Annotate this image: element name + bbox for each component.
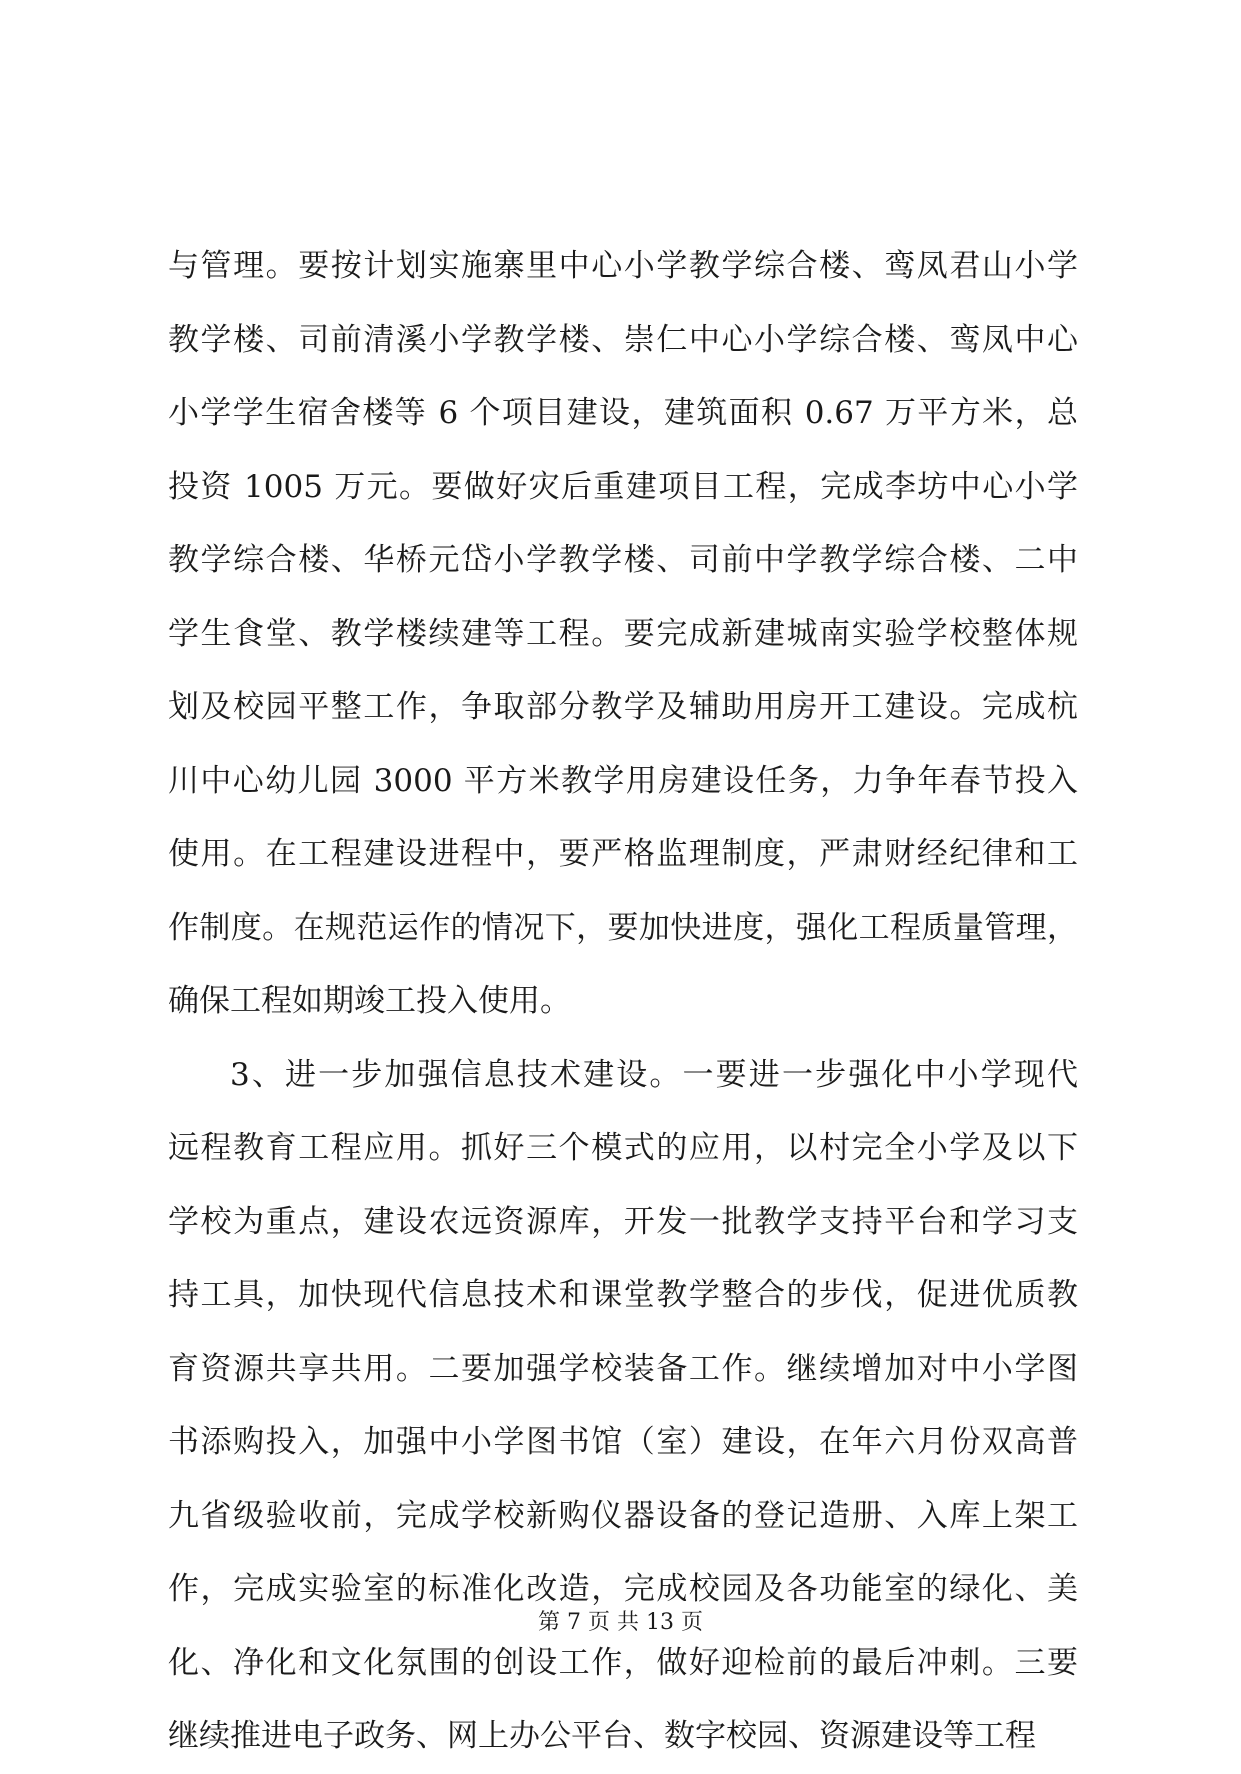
text-line: 化、净化和文化氛围的创设工作，做好迎检前的最后冲刺。三要 <box>168 1644 1078 1681</box>
text-line: 书添购投入，加强中小学图书馆（室）建设，在年六月份双高普 <box>168 1424 1078 1460</box>
text-line: 学生食堂、教学楼续建等工程。要完成新建城南实验学校整体规 <box>168 615 1078 652</box>
text-line: 学校为重点，建设农远资源库，开发一批教学支持平台和学习支 <box>168 1203 1078 1240</box>
text-line: 持工具，加快现代信息技术和课堂教学整合的步伐，促进优质教 <box>168 1277 1078 1313</box>
page-footer: 第 7 页 共 13 页 <box>538 1610 703 1635</box>
paragraph <box>168 1039 1078 1774</box>
text-line: 教学综合楼、华桥元岱小学教学楼、司前中学教学综合楼、二中 <box>168 542 1078 578</box>
text-line: 小学学生宿舍楼等 6 个项目建设，建筑面积 0.67 万平方米，总 <box>168 395 1078 431</box>
paragraph <box>168 230 1078 1039</box>
text-line: 投资 1005 万元。要做好灾后重建项目工程，完成李坊中心小学 <box>168 468 1078 505</box>
text-line: 作，完成实验室的标准化改造，完成校园及各功能室的绿化、美 <box>168 1571 1078 1607</box>
text-line: 使用。在工程建设进程中，要严格监理制度，严肃财经纪律和工 <box>168 836 1078 872</box>
text-line: 远程教育工程应用。抓好三个模式的应用，以村完全小学及以下 <box>168 1130 1078 1166</box>
text-line: 育资源共享共用。二要加强学校装备工作。继续增加对中小学图 <box>168 1350 1078 1387</box>
text-line: 与管理。要按计划实施寨里中心小学教学综合楼、鸾凤君山小学 <box>168 248 1078 284</box>
document-body <box>168 230 1078 1774</box>
text-line: 作制度。在规范运作的情况下，要加快进度，强化工程质量管理， <box>168 909 1078 946</box>
text-line: 3、进一步加强信息技术建设。一要进一步强化中小学现代 <box>230 1056 1078 1093</box>
text-line: 划及校园平整工作，争取部分教学及辅助用房开工建设。完成杭 <box>168 689 1078 725</box>
text-line: 教学楼、司前清溪小学教学楼、崇仁中心小学综合楼、鸾凤中心 <box>168 321 1078 358</box>
text-line: 继续推进电子政务、网上办公平台、数字校园、资源建设等工程 <box>168 1718 1036 1754</box>
text-line: 川中心幼儿园 3000 平方米教学用房建设任务，力争年春节投入 <box>168 762 1078 799</box>
text-line: 九省级验收前，完成学校新购仪器设备的登记造册、入库上架工 <box>168 1497 1078 1534</box>
text-line: 确保工程如期竣工投入使用。 <box>168 983 571 1019</box>
